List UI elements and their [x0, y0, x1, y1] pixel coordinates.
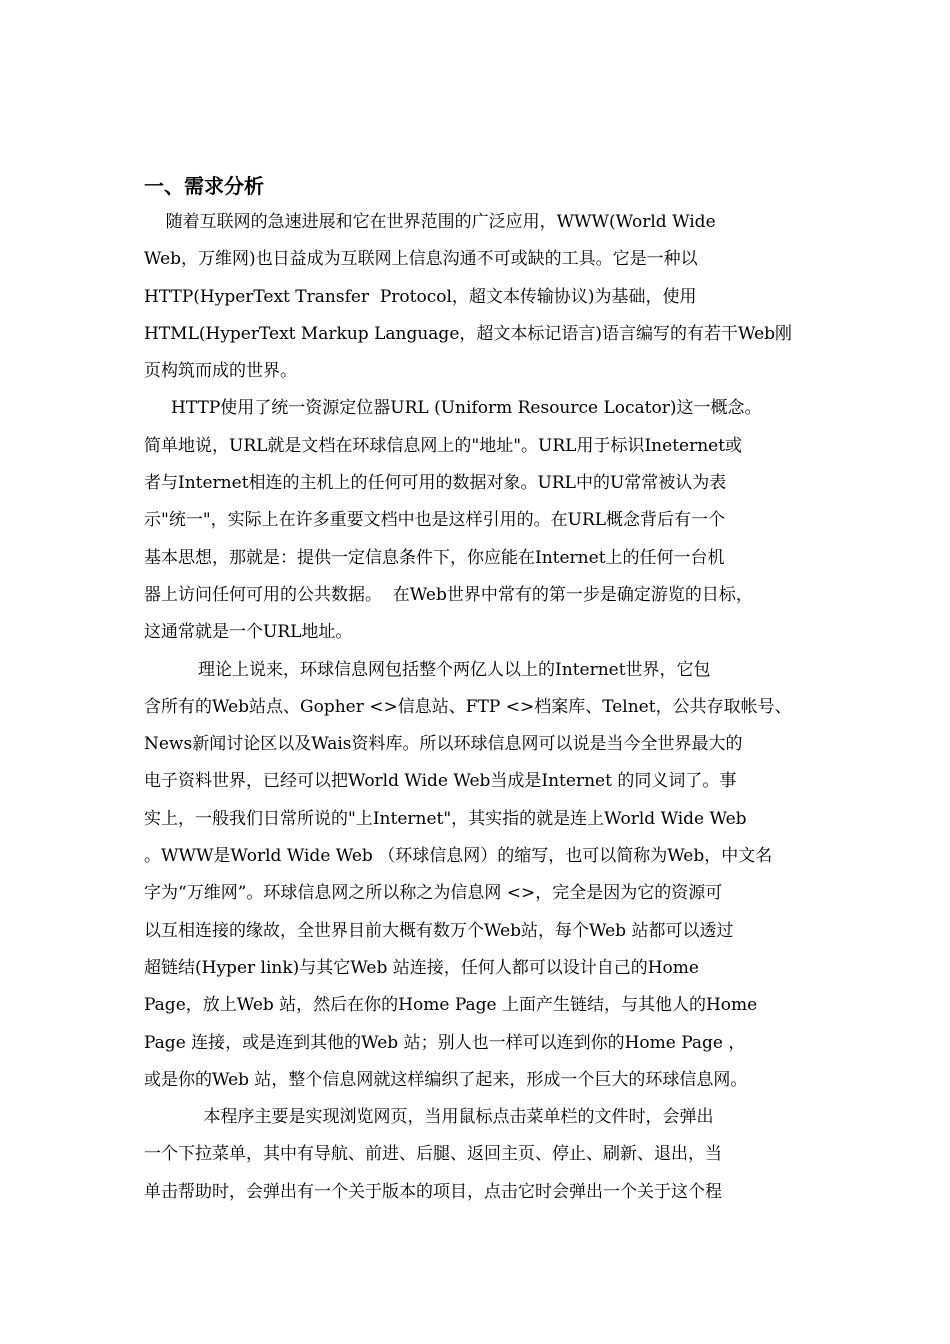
- text-line: Web，万维网)也日益成为互联网上信息沟通不可或缺的工具。它是一种以: [144, 249, 698, 270]
- document-body: [144, 170, 816, 1211]
- text-line: 或是你的Web 站，整个信息网就这样编织了起来，形成一个巨大的环球信息网。: [144, 1069, 748, 1090]
- text-line: 本程序主要是实现浏览网页，当用鼠标点击菜单栏的文件时，会弹出: [144, 1107, 714, 1128]
- text-line: 电子资料世界，已经可以把World Wide Web当成是Internet 的同义词了。事: [144, 771, 737, 792]
- text-line: HTTP(HyperText Transfer Protocol，超文本传输协议)为基础，使用: [144, 286, 697, 307]
- text-line: 基本思想，那就是：提供一定信息条件下，你应能在Internet上的任何一台机: [144, 547, 725, 568]
- text-line: 一个下拉菜单，其中有导航、前进、后腿、返回主页、停止、刷新、退出，当: [144, 1144, 722, 1165]
- text-line: 字为“万维网”。环球信息网之所以称之为信息网 <>，完全是因为它的资源可: [144, 883, 723, 904]
- text-line: 页构筑而成的世界。: [144, 361, 297, 382]
- text-line: HTML(HyperText Markup Language，超文本标记语言)语言编写的有若干Web刚: [144, 323, 793, 344]
- text-line: 单击帮助时，会弹出有一个关于版本的项目，点击它时会弹出一个关于这个程: [144, 1181, 722, 1202]
- text-line: 以互相连接的缘故，全世界目前大概有数万个Web站，每个Web 站都可以透过: [144, 920, 734, 941]
- text-line: 。WWW是World Wide Web （环球信息网）的缩写，也可以简称为Web，中文名: [144, 846, 773, 867]
- text-line: 含所有的Web站点、Gopher <>信息站、FTP <>档案库、Telnet，公共存取帐号、: [144, 696, 792, 717]
- text-line: 示"统一"，实际上在许多重要文档中也是这样引用的。在URL概念背后有一个: [144, 510, 726, 531]
- text-line: News新闻讨论区以及Wais资料库。所以环球信息网可以说是当今全世界最大的: [144, 734, 743, 755]
- text-line: 简单地说，URL就是文档在环球信息网上的"地址"。URL用于标识Ineternet或: [144, 435, 743, 456]
- text-line: 者与Internet相连的主机上的任何可用的数据对象。URL中的U常常被认为表: [144, 473, 727, 494]
- body-text: [144, 204, 816, 1211]
- text-line: 实上，一般我们日常所说的"上Internet"，其实指的就是连上World Wide Web: [144, 808, 747, 829]
- text-line: 这通常就是一个URL地址。: [144, 622, 353, 643]
- text-line: 理论上说来，环球信息网包括整个两亿人以上的Internet世界，它包: [144, 659, 711, 680]
- text-line: 超链结(Hyper link)与其它Web 站连接，任何人都可以设计自己的Home: [144, 957, 699, 978]
- text-line: 随着互联网的急速进展和它在世界范围的广泛应用，WWW(World Wide: [144, 212, 716, 232]
- text-line: 器上访问任何可用的公共数据。 在Web世界中常有的第一步是确定游览的日标，: [144, 584, 753, 605]
- section-heading: 一、需求分析: [144, 174, 264, 198]
- text-line: Page 连接，或是连到其他的Web 站；别人也一样可以连到你的Home Page ，: [144, 1032, 746, 1053]
- text-line: HTTP使用了统一资源定位器URL (Uniform Resource Locator)这一概念。: [144, 398, 762, 419]
- text-line: Page，放上Web 站，然后在你的Home Page 上面产生链结，与其他人的Home: [144, 995, 758, 1016]
